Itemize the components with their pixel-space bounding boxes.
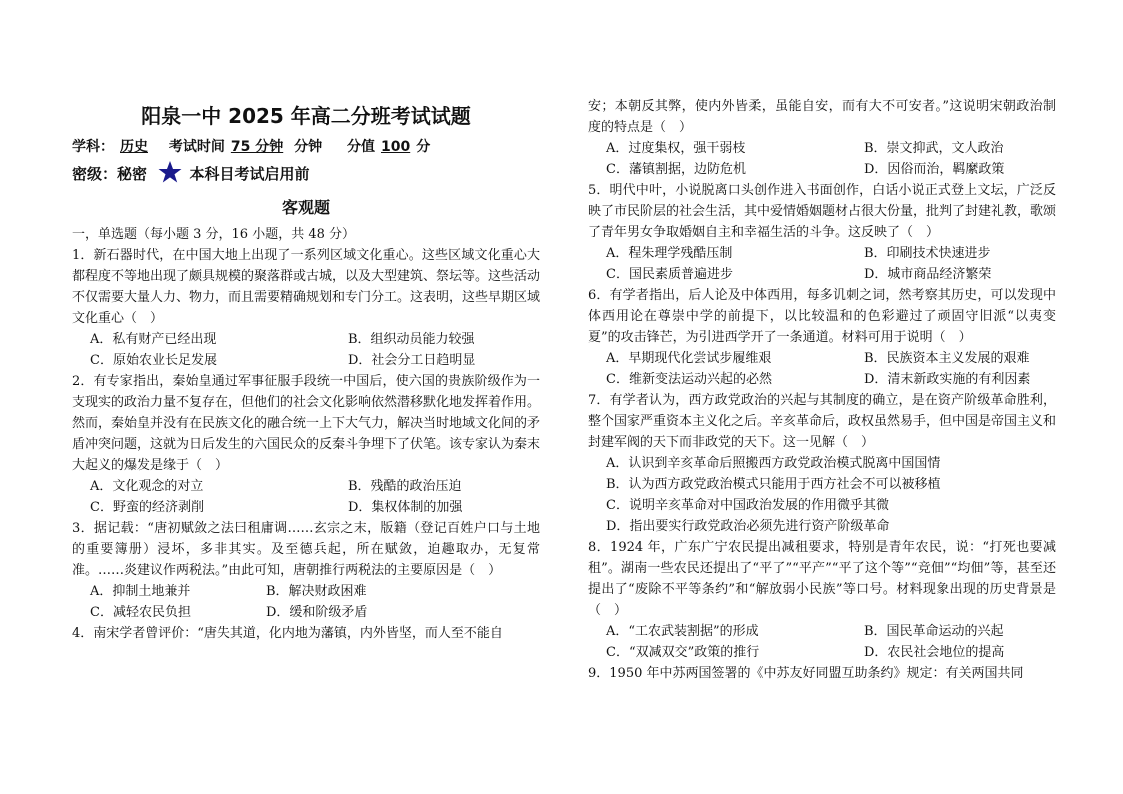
- option[interactable]: A．早期现代化尝试步履维艰: [606, 351, 772, 366]
- option[interactable]: C．国民素质普遍进步: [606, 267, 733, 282]
- option[interactable]: C．野蛮的经济剥削: [90, 500, 204, 515]
- secrecy-line: [72, 160, 540, 188]
- time-unit: 分钟: [294, 139, 323, 155]
- option[interactable]: B．认为西方政党政治模式只能用于西方社会不可以被移植: [606, 477, 941, 492]
- left-column: [72, 98, 540, 644]
- section-heading: 客观题: [281, 198, 330, 217]
- option[interactable]: D．指出要实行政党政治必须先进行资产阶级革命: [606, 519, 890, 534]
- score-label: 分值: [346, 139, 375, 155]
- option[interactable]: C．维新变法运动兴起的必然: [606, 372, 772, 387]
- secrecy-note: 本科目考试启用前: [189, 165, 310, 183]
- option[interactable]: C．“双减双交”政策的推行: [606, 645, 760, 660]
- option[interactable]: C．减轻农民负担: [90, 605, 191, 620]
- question-6-options: [588, 348, 1056, 390]
- option[interactable]: C．藩镇割据，边防危机: [606, 162, 746, 177]
- question-4-stem-part2: 安；本朝反其弊，使内外皆柔，虽能自安，而有大不可安者。”这说明宋朝政治制度的特点是（ ）: [588, 99, 1056, 135]
- option[interactable]: C．原始农业长足发展: [90, 353, 217, 368]
- subject-label: 学科：: [72, 139, 114, 155]
- score-value: 100: [380, 139, 411, 155]
- question-2-options: [72, 476, 540, 518]
- question-4-options: [588, 138, 1056, 180]
- score-unit: 分: [416, 139, 431, 155]
- option[interactable]: D．社会分工日趋明显: [348, 353, 476, 368]
- instructions: 一，单选题（每小题 3 分，16 小题，共 48 分）: [72, 227, 356, 242]
- question-7-stem: 7．有学者认为，西方政党政治的兴起与其制度的确立，是在资产阶级革命胜利，整个国家严重资本主义化之后。辛亥革命后，政权虽然易手，但中国是帝国主义和封建军阀的天下而非政党的天下。这一见解（ ）: [588, 393, 1057, 450]
- option[interactable]: D．清末新政实施的有利因素: [864, 372, 1031, 387]
- option[interactable]: B．组织动员能力较强: [348, 332, 475, 347]
- page-title: 阳泉一中 2025 年高二分班考试试题: [141, 104, 471, 128]
- question-1-options: [72, 329, 540, 371]
- question-4-stem-part1: 4．南宋学者曾评价：“唐失其道，化内地为藩镇，内外皆坚，而人至不能自: [72, 626, 503, 641]
- option[interactable]: B．民族资本主义发展的艰难: [864, 351, 1030, 366]
- question-7-options: [588, 453, 1056, 537]
- option[interactable]: D．因俗而治，羁縻政策: [864, 162, 1005, 177]
- option[interactable]: B．解决财政困难: [266, 584, 367, 599]
- option[interactable]: B．残酷的政治压迫: [348, 479, 462, 494]
- option[interactable]: B．国民革命运动的兴起: [864, 624, 1004, 639]
- secrecy-label: 密级：秘密: [72, 165, 148, 183]
- option[interactable]: D．城市商品经济繁荣: [864, 267, 992, 282]
- option[interactable]: C．说明辛亥革命对中国政治发展的作用微乎其微: [606, 498, 889, 513]
- right-column: [588, 96, 1056, 684]
- question-1-stem: 1．新石器时代，在中国大地上出现了一系列区域文化重心。这些区域文化重心大都程度不等地出现了颇具规模的聚落群或古城，以及大型建筑、祭坛等。这些活动不仅需要大量人力、物力，而且需要精确规划和专门分工。这表明，这些早期区域文化重心（ ）: [72, 248, 541, 326]
- question-2-stem: 2．有专家指出，秦始皇通过军事征服手段统一中国后，使六国的贵族阶级作为一支现实的政治力量不复存在，但他们的社会文化影响依然潜移默化地发挥着作用。然而，秦始皇并没有在民族文化的融合统一上下大气力，解决当时地域文化间的矛盾冲突问题，这就为日后发生的六国民众的反秦斗争埋下了伏笔。该专家认为秦末大起义的爆发是缘于（ ）: [72, 374, 541, 473]
- option[interactable]: A．抑制土地兼并: [90, 584, 191, 599]
- option[interactable]: D．缓和阶级矛盾: [266, 605, 368, 620]
- option[interactable]: B．印刷技术快速进步: [864, 246, 991, 261]
- question-5-options: [588, 243, 1056, 285]
- question-6-stem: 6．有学者指出，后人论及中体西用，每多讥刺之词，然考察其历史，可以发现中体西用论在尊崇中学的前提下，以比较温和的色彩避过了顽固守旧派“以夷变夏”的攻击锋芒，为引进西学开了一条通道。材料可用于说明（ ）: [588, 288, 1056, 345]
- option[interactable]: A．私有财产已经出现: [90, 332, 217, 347]
- question-3-options: [72, 581, 540, 623]
- question-8-options: [588, 621, 1056, 663]
- time-value: 75 分钟: [230, 139, 284, 155]
- subject-value: 历史: [120, 139, 148, 155]
- star-icon: [158, 160, 182, 184]
- question-8-stem: 8．1924 年，广东广宁农民提出减租要求，特别是青年农民，说：“打死也要减租”。湖南一些农民还提出了“平了”“平产”“平了这个等”“竞佃”“均佃”等，甚至还提出了“废除不平等条约”和“解放弱小民族”等口号。材料现象出现的历史背景是（ ）: [588, 540, 1056, 618]
- option[interactable]: A．程朱理学残酷压制: [606, 246, 733, 261]
- option[interactable]: A．过度集权，强干弱枝: [606, 141, 746, 156]
- question-5-stem: 5．明代中叶，小说脱离口头创作进入书面创作，白话小说正式登上文坛，广泛反映了市民阶层的社会生活，其中爱情婚姻题材占很大份量，批判了封建礼教，歌颂了青年男女争取婚姻自主和幸福生活的斗争。这反映了（ ）: [588, 183, 1057, 240]
- option[interactable]: D．集权体制的加强: [348, 500, 463, 515]
- question-9-stem: 9．1950 年中苏两国签署的《中苏友好同盟互助条约》规定：有关两国共同: [588, 666, 1024, 681]
- option[interactable]: A．“工农武装割据”的形成: [606, 624, 759, 639]
- exam-meta-line: [72, 134, 540, 160]
- option[interactable]: A．认识到辛亥革命后照搬西方政党政治模式脱离中国国情: [606, 456, 941, 471]
- time-label: 考试时间: [168, 139, 225, 155]
- option[interactable]: A．文化观念的对立: [90, 479, 204, 494]
- option[interactable]: D．农民社会地位的提高: [864, 645, 1005, 660]
- question-3-stem: 3．据记载：“唐初赋敛之法曰租庸调……玄宗之末，版籍（登记百姓户口与土地的重要簿册）浸坏，多非其实。及至德兵起，所在赋敛，迫趣取办，无复常准。……炎建议作两税法。”由此可知，唐朝推行两税法的主要原因是（ ）: [72, 521, 540, 578]
- option[interactable]: B．崇文抑武，文人政治: [864, 141, 1004, 156]
